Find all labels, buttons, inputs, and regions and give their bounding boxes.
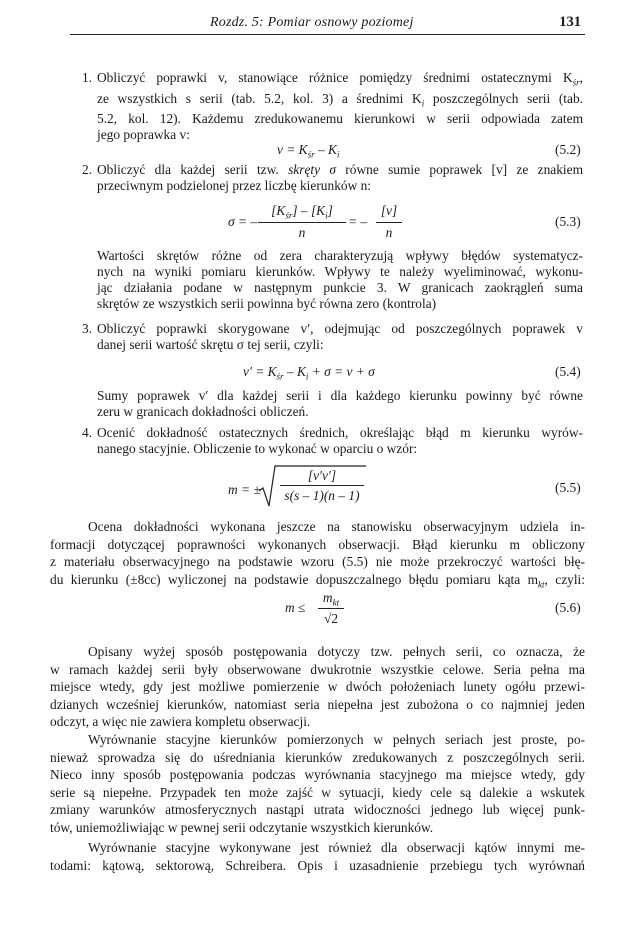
text-line: nieważ sprowadza się do uśredniania kierunków zredukowanych z poszczególnych serii. [50, 749, 585, 765]
equation-5-2: $v = K_{śr} - K_i$ [277, 142, 340, 160]
text-line: Obliczyć dla każdej serii tzw. skręty σ równe sumie poprawek [v] ze znakiem [97, 162, 583, 177]
fraction-bar [280, 485, 364, 486]
text-line: dzianych wcześniej kierunków, natomiast seria niepełna jest zubożona o co najmniej jeden [50, 696, 585, 712]
equation-5-5-left: m = ± [228, 482, 261, 497]
equation-5-3-mid: = – [348, 214, 368, 229]
paragraph-other-methods [50, 839, 585, 874]
chapter-title: Rozdz. 5: Pomiar osnowy poziomej [210, 15, 414, 30]
equation-5-3-left: σ = – [228, 214, 258, 229]
text-line: zeru w granicach dokładności obliczeń. [97, 404, 309, 419]
fraction-numerator: [v′v′] [307, 468, 337, 483]
text-line: formacji dotyczącej poprawności wykonanych obserwacji. Błąd kierunku m obliczony [50, 536, 585, 552]
equation-number: (5.6) [555, 600, 581, 615]
text-line: z materiału obserwacyjnego na podstawie wzoru (5.5) nie może przekroczyć wartości błę- [50, 554, 585, 569]
text-line: du kierunku (±8cc) wyliczonej na podstawie dopuszczalnego błędu pomiaru kąta $m_{kt}$, czyli: [50, 571, 585, 590]
text-line: jąc działania podane w następnym punkcie 3. W granicach zaokrągleń suma [97, 280, 583, 295]
fraction-numerator: $m_{kt}$ [322, 590, 340, 608]
text-line: Obliczyć poprawki v, stanowiące różnice pomiędzy średnimi ostatecznymi $K_{śr}$, [97, 70, 583, 88]
fraction-denominator: n [298, 225, 306, 240]
fraction-denominator: n [385, 225, 393, 240]
fraction-bar [258, 222, 346, 223]
text-line: miejsce wtedy, gdy jest możliwe pomierzenie w dwóch położeniach lunety ogółu przewi- [50, 679, 585, 694]
item-number: 2. [81, 162, 92, 177]
paragraph-station-adjustment [50, 731, 585, 836]
text-line: jego poprawka v: [97, 127, 190, 143]
running-header [70, 12, 585, 35]
text-line: Sumy poprawek v′ dla każdej serii i dla każdego kierunku powinny być równe [97, 388, 583, 403]
item-number: 1. [81, 70, 92, 85]
fraction-bar [376, 222, 402, 223]
item-number: 4. [81, 425, 92, 440]
paragraph-accuracy [50, 518, 585, 594]
text-line: tów, uniemożliwiając w pewnej serii odczytanie wszystkich kierunków. [50, 819, 434, 835]
fraction-numerator: [v] [380, 203, 398, 218]
equation-number: (5.5) [555, 480, 581, 495]
text-line: skrętów ze wszystkich serii powinna być równa zero (kontrola) [97, 296, 437, 311]
text-line: Obliczyć poprawki skorygowane v′, odejmując od poszczególnych poprawek v [97, 321, 583, 336]
equation-5-6-left: m ≤ [285, 600, 306, 615]
text-line: Opisany wyżej sposób postępowania dotyczy tzw. pełnych serii, co oznacza, że [88, 644, 585, 659]
fraction-denominator: √2 [323, 611, 339, 626]
text-line: Wyrównanie stacyjne wykonywane jest również dla obserwacji kątów innymi me- [88, 840, 585, 855]
text-line: Wyrównanie stacyjne kierunków pomierzonych w pełnych seriach jest proste, po- [88, 732, 585, 747]
text-line: nych na wyniki pomiaru kierunków. Wpływy te należy wyeliminować, wykonu- [97, 264, 583, 279]
equation-number: (5.4) [555, 364, 581, 379]
fraction-numerator: $[K_{śr}] - [K_i]$ [271, 203, 333, 221]
text-line: Ocenić dokładność ostatecznych średnich, określając błąd m kierunku wyrów- [97, 425, 583, 440]
text-line: Ocena dokładności wykonana jeszcze na stanowisku obserwacyjnym udziela in- [88, 519, 585, 534]
fraction-denominator: s(s – 1)(n – 1) [284, 488, 360, 503]
text-line: nanego stacyjnie. Obliczenie to wykonać w oparciu o wzór: [97, 441, 418, 456]
text-line: w ramach każdej serii były obserwowane dwukrotnie wszystkie celowe. Seria pełna ma [50, 661, 585, 677]
paragraph-full-series [50, 643, 585, 731]
text-line: ze wszystkich s serii (tab. 5.2, kol. 3) a średnimi $K_i$ poszczególnych serii (tab. [97, 90, 584, 109]
text-line: zmiany warunków atmosferycznych nastąpi utrata widoczności jednego lub więcej punk- [50, 802, 585, 817]
text-line: todami: kątową, sektorową, Schreibera. Opis i uzasadnienie przebiegu tych wyrównań [50, 857, 585, 873]
text-line: przeciwnym podzielonej przez liczbę kierunków n: [97, 178, 372, 193]
equation-5-4: $v' = K_{śr} - K_i + \sigma = v + \sigma$ [243, 364, 375, 382]
equation-number: (5.3) [555, 214, 581, 229]
text-line: odczyt, a więc nie zawiera kompletu obserwacji. [50, 714, 311, 729]
item-number: 3. [81, 321, 92, 336]
text-line: serie są niepełne. Przypadek ten może zajść w sytuacji, kiedy cele są dalekie a wskutek [50, 784, 585, 800]
text-line: 5.2, kol. 12). Każdemu zredukowanemu kierunkowi w serii odpowiada zatem [97, 111, 583, 127]
text-line: Nieco inny sposób postępowania podczas wyrównania stacyjnego ma miejsce wtedy, gdy [50, 767, 585, 782]
equation-number: (5.2) [555, 142, 581, 157]
fraction-bar [318, 608, 344, 609]
text-line: danej serii wartość skrętu σ tej serii, czyli: [97, 337, 324, 352]
text-line: Wartości skrętów różne od zera charakteryzują wpływy błędów systematycz- [97, 248, 583, 263]
page-number: 131 [559, 14, 581, 30]
